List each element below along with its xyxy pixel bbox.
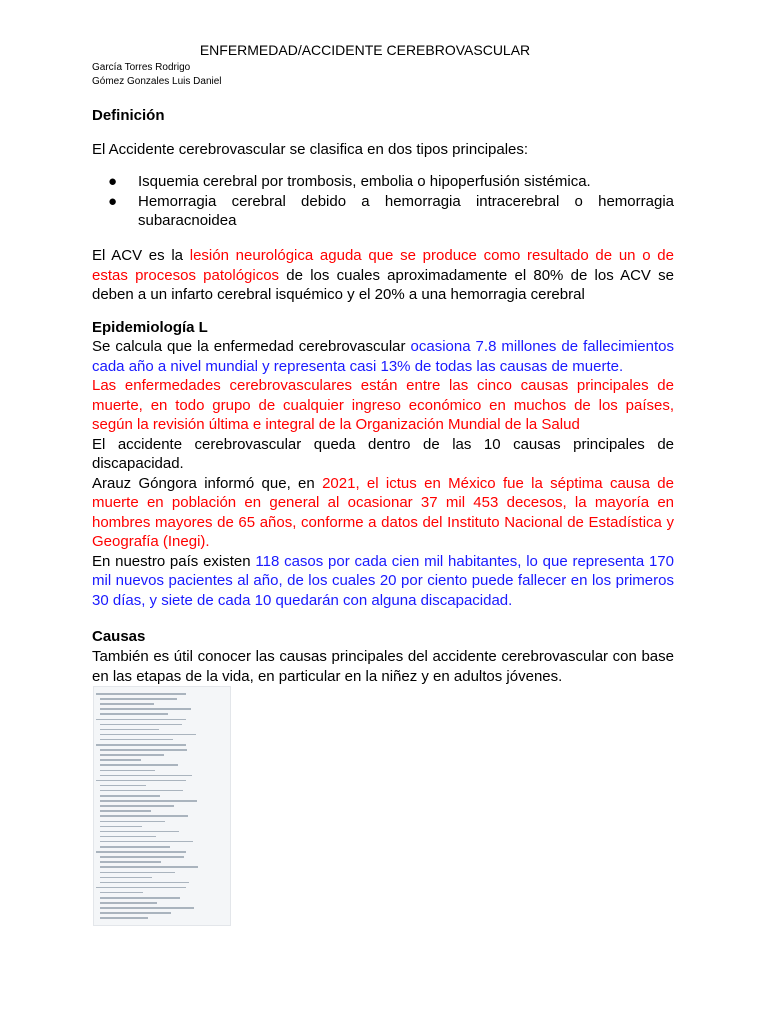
figure-line — [96, 719, 186, 721]
figure-line — [100, 892, 143, 894]
author-1: García Torres Rodrigo — [92, 62, 191, 73]
author-2: Gómez Gonzales Luis Daniel — [92, 76, 222, 87]
list-item: ● Hemorragia cerebral debido a hemorragia intracerebral o hemorragia subaracnoidea — [108, 192, 674, 229]
figure-line — [96, 693, 186, 695]
figure-line — [100, 810, 151, 812]
figure-line — [100, 795, 160, 797]
figure-line — [100, 775, 192, 777]
figure-line — [100, 729, 159, 731]
figure-line — [100, 831, 179, 833]
figure-line — [96, 851, 186, 853]
figure-line — [100, 861, 161, 863]
figure-line — [100, 770, 155, 772]
figure-line — [100, 703, 154, 705]
paragraph-oms: Las enfermedades cerebrovasculares están entre las cinco causas principales de muerte, en todo grupo de cualquier ingreso económico en muchos de los países, según la revisión última e integral de la Organización Mundial de la Salud — [92, 377, 674, 433]
figure-line — [100, 841, 193, 843]
bullet-icon: ● — [108, 192, 118, 210]
figure-line — [100, 912, 171, 914]
figure-line — [96, 780, 186, 782]
figure-line — [100, 815, 188, 817]
types-list — [92, 172, 674, 231]
figure-line — [100, 739, 173, 741]
figure-line — [100, 754, 164, 756]
paragraph-disability: El accidente cerebrovascular queda dentro de las 10 causas principales de discapacidad. — [92, 435, 674, 472]
figure-line — [100, 897, 180, 899]
figure-line — [100, 749, 187, 751]
figure-line — [100, 866, 198, 868]
figure-line — [100, 856, 184, 858]
figure-line — [100, 846, 170, 848]
bullet-icon: ● — [108, 173, 118, 190]
figure-line — [100, 882, 189, 884]
causes-table-image — [93, 686, 231, 926]
paragraph-causas: También es útil conocer las causas principales del accidente cerebrovascular con base en las etapas de la vida, en particular en la niñez y en adultos jóvenes. — [92, 648, 674, 685]
figure-line — [100, 785, 146, 787]
heading-epidemiologia: Epidemiología L — [92, 319, 208, 336]
figure-line — [100, 872, 175, 874]
figure-line — [100, 708, 191, 710]
figure-line — [96, 744, 186, 746]
figure-line — [96, 887, 186, 889]
paragraph-mortality: Se calcula que la enfermedad cerebrovascular ocasiona 7.8 millones de fallecimientos cada año a nivel mundial y representa casi 13% de todas las causas de muerte. — [92, 338, 674, 375]
document-title: ENFERMEDAD/ACCIDENTE CEREBROVASCULAR — [199, 42, 531, 58]
figure-line — [100, 836, 156, 838]
figure-line — [100, 877, 152, 879]
figure-line — [100, 800, 197, 802]
figure-line — [100, 713, 168, 715]
list-item: ● Isquemia cerebral por trombosis, embolia o hipoperfusión sistémica. — [108, 173, 591, 190]
figure-line — [100, 759, 141, 761]
figure-line — [100, 724, 182, 726]
figure-line — [100, 764, 178, 766]
paragraph-acv: El ACV es la lesión neurológica aguda que se produce como resultado de un o de estas procesos patológicos de los cuales aproximadamente el 80% de los ACV se deben a un infarto cerebral isquémico y el 20% a una hemorragia cerebral — [92, 247, 675, 303]
figure-line — [100, 907, 194, 909]
figure-line — [100, 826, 142, 828]
epidemiologia-content — [92, 337, 674, 610]
paragraph-mexico: Arauz Góngora informó que, en 2021, el ictus en México fue la séptima causa de muerte en población en general al ocasionar 37 mil 453 decesos, la mayoría en hombres mayores de 65 años, conforme a datos del Instituto Nacional de Estadística y Geografía (Inegi). — [92, 474, 674, 550]
figure-line — [100, 902, 157, 904]
figure-line — [100, 805, 174, 807]
heading-causas: Causas — [92, 628, 146, 645]
heading-definicion: Definición — [92, 107, 165, 124]
definicion-intro: El Accidente cerebrovascular se clasifica en dos tipos principales: — [92, 141, 529, 158]
figure-line — [100, 917, 148, 919]
figure-line — [100, 734, 196, 736]
figure-line — [100, 698, 177, 700]
figure-line — [100, 821, 165, 823]
paragraph-cases: En nuestro país existen 118 casos por cada cien mil habitantes, lo que representa 170 mil nuevos pacientes al año, de los cuales 20 por ciento puede fallecer en los primeros 30 días, y siete de cada 10 quedarán con alguna discapacidad. — [92, 552, 674, 609]
figure-line — [100, 790, 183, 792]
